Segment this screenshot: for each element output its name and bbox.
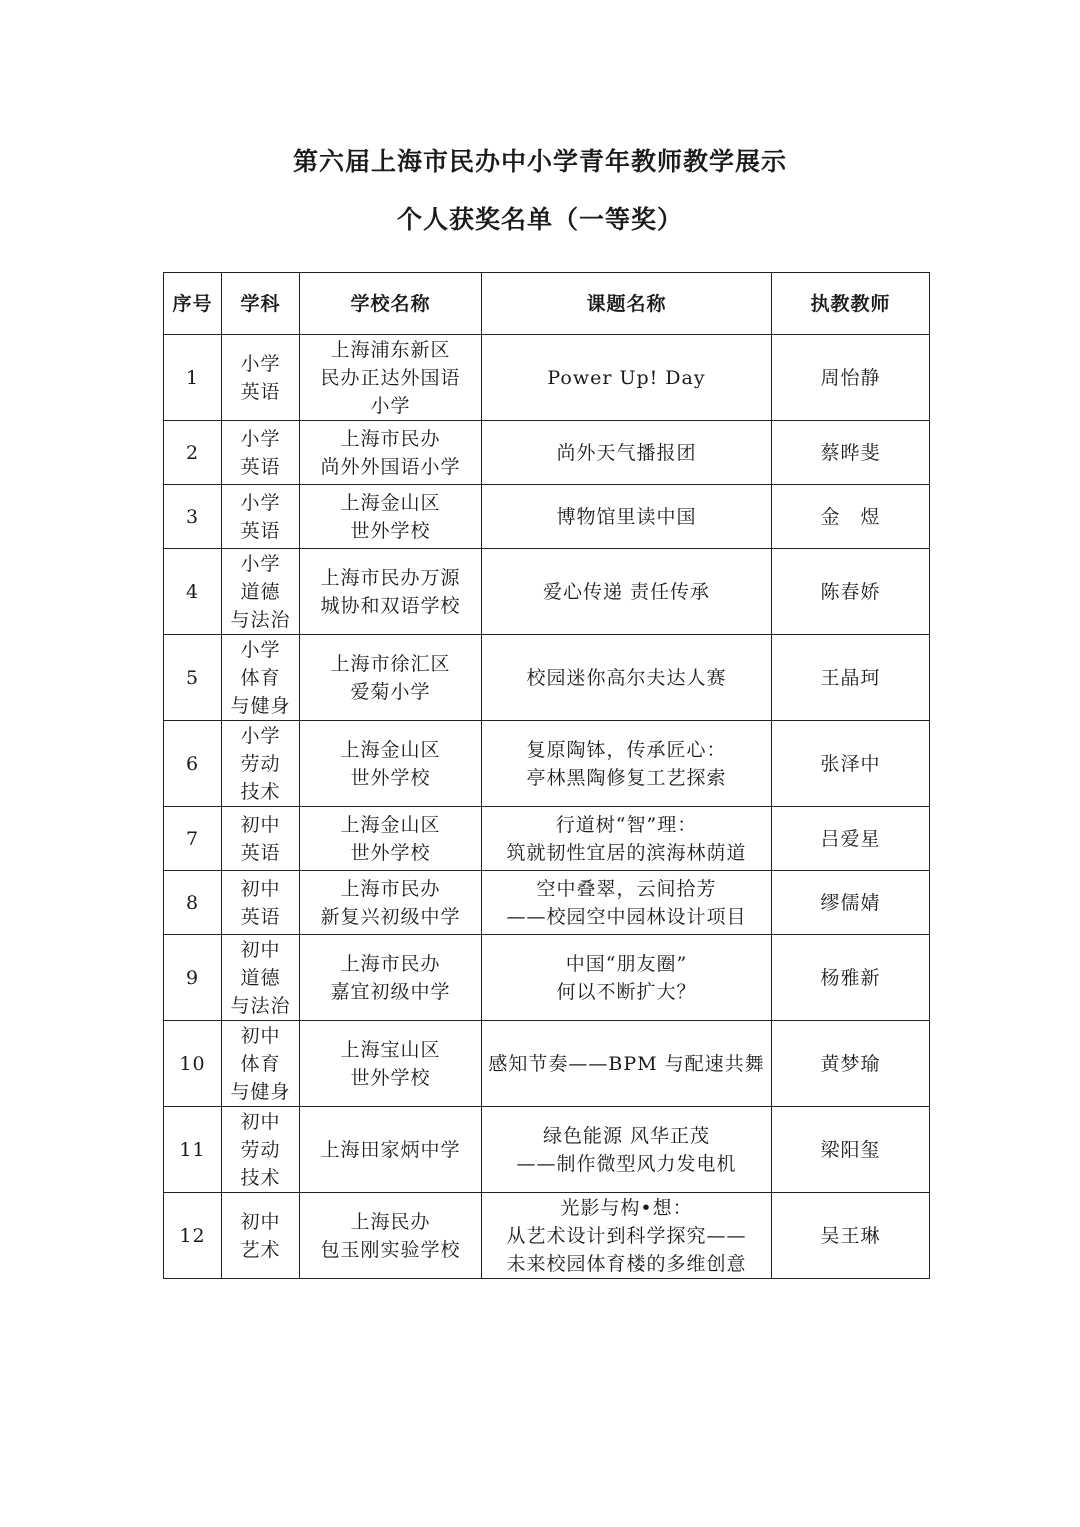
cell-school-line: 世外学校 — [350, 766, 431, 789]
cell-teacher: 陈春娇 — [772, 549, 930, 635]
cell-subject — [222, 1193, 300, 1279]
cell-topic-line: 感知节奏——BPM 与配速共舞 — [488, 1052, 765, 1075]
cell-no: 4 — [164, 549, 222, 635]
cell-subject-line: 初中 — [240, 1024, 281, 1047]
cell-topic — [482, 721, 772, 807]
cell-topic — [482, 1021, 772, 1107]
cell-school-line: 嘉宜初级中学 — [330, 980, 451, 1003]
cell-teacher: 周怡静 — [772, 335, 930, 421]
cell-teacher: 杨雅新 — [772, 935, 930, 1021]
cell-teacher: 黄梦瑜 — [772, 1021, 930, 1107]
cell-subject — [222, 635, 300, 721]
cell-subject-line: 初中 — [240, 938, 281, 961]
cell-school-line: 爱菊小学 — [350, 680, 431, 703]
cell-subject-line: 小学 — [240, 638, 281, 661]
table-row — [164, 807, 930, 871]
table-row — [164, 635, 930, 721]
cell-topic-line: 亭林黑陶修复工艺探索 — [526, 766, 727, 789]
cell-topic-line: 尚外天气播报团 — [556, 441, 697, 464]
table-row — [164, 421, 930, 485]
cell-subject-line: 与法治 — [230, 608, 291, 631]
cell-topic-line: 中国“朋友圈” — [565, 952, 688, 975]
cell-subject-line: 英语 — [240, 455, 281, 478]
cell-school-line: 上海市民办 — [340, 877, 441, 900]
cell-subject-line: 小学 — [240, 724, 281, 747]
cell-topic — [482, 421, 772, 485]
table-row — [164, 871, 930, 935]
cell-topic — [482, 935, 772, 1021]
cell-topic-line: 光影与构•想： — [560, 1196, 693, 1219]
cell-no: 6 — [164, 721, 222, 807]
cell-teacher: 金 煜 — [772, 485, 930, 549]
cell-subject-line: 技术 — [240, 780, 281, 803]
cell-school-line: 城协和双语学校 — [320, 594, 461, 617]
cell-topic — [482, 871, 772, 935]
cell-teacher: 吕爱星 — [772, 807, 930, 871]
cell-subject — [222, 1021, 300, 1107]
cell-subject-line: 与健身 — [230, 1080, 291, 1103]
cell-subject-line: 小学 — [240, 552, 281, 575]
cell-school-line: 上海市民办 — [340, 427, 441, 450]
cell-subject-line: 初中 — [240, 1110, 281, 1133]
cell-school — [300, 335, 482, 421]
cell-subject-line: 劳动 — [240, 752, 281, 775]
cell-school-line: 上海金山区 — [340, 491, 441, 514]
cell-school-line: 上海宝山区 — [340, 1038, 441, 1061]
cell-school — [300, 421, 482, 485]
cell-school — [300, 935, 482, 1021]
cell-subject — [222, 421, 300, 485]
cell-topic-line: Power Up! Day — [547, 366, 706, 389]
cell-teacher: 缪儒婧 — [772, 871, 930, 935]
table-row — [164, 935, 930, 1021]
cell-school — [300, 721, 482, 807]
cell-school — [300, 1107, 482, 1193]
cell-subject-line: 英语 — [240, 905, 281, 928]
table-row — [164, 485, 930, 549]
cell-topic-line: 未来校园体育楼的多维创意 — [506, 1252, 747, 1275]
cell-subject-line: 初中 — [240, 877, 281, 900]
header-teacher: 执教教师 — [772, 273, 930, 335]
cell-topic-line: 博物馆里读中国 — [556, 505, 697, 528]
cell-subject — [222, 871, 300, 935]
cell-subject — [222, 1107, 300, 1193]
table-row — [164, 1107, 930, 1193]
header-topic: 课题名称 — [482, 273, 772, 335]
cell-subject-line: 技术 — [240, 1166, 281, 1189]
cell-subject-line: 英语 — [240, 519, 281, 542]
table-row — [164, 335, 930, 421]
cell-no: 1 — [164, 335, 222, 421]
cell-subject-line: 体育 — [240, 1052, 281, 1075]
cell-teacher: 王晶珂 — [772, 635, 930, 721]
cell-subject-line: 英语 — [240, 380, 281, 403]
cell-subject — [222, 335, 300, 421]
cell-topic-line: 空中叠翠，云间拾芳 — [536, 877, 717, 900]
cell-topic — [482, 335, 772, 421]
cell-topic — [482, 807, 772, 871]
table-row — [164, 549, 930, 635]
cell-school-line: 世外学校 — [350, 519, 431, 542]
cell-school — [300, 807, 482, 871]
cell-subject-line: 道德 — [240, 966, 281, 989]
cell-subject-line: 小学 — [240, 491, 281, 514]
cell-teacher: 蔡晔斐 — [772, 421, 930, 485]
cell-school-line: 世外学校 — [350, 841, 431, 864]
cell-no: 9 — [164, 935, 222, 1021]
cell-topic-line: 何以不断扩大？ — [556, 980, 697, 1003]
cell-subject-line: 小学 — [240, 352, 281, 375]
cell-no: 10 — [164, 1021, 222, 1107]
cell-subject-line: 小学 — [240, 427, 281, 450]
cell-subject-line: 艺术 — [240, 1238, 281, 1261]
cell-topic — [482, 1107, 772, 1193]
cell-topic — [482, 635, 772, 721]
awards-table — [163, 272, 930, 1279]
cell-school — [300, 871, 482, 935]
cell-topic-line: 从艺术设计到科学探究—— — [506, 1224, 747, 1247]
cell-subject-line: 体育 — [240, 666, 281, 689]
cell-no: 2 — [164, 421, 222, 485]
cell-subject-line: 英语 — [240, 841, 281, 864]
cell-topic-line: 绿色能源 风华正茂 — [542, 1124, 711, 1147]
cell-teacher: 梁阳玺 — [772, 1107, 930, 1193]
cell-school-line: 上海市民办万源 — [320, 566, 461, 589]
cell-school-line: 上海浦东新区 — [330, 338, 451, 361]
cell-topic — [482, 549, 772, 635]
cell-subject-line: 与法治 — [230, 994, 291, 1017]
cell-topic-line: 爱心传递 责任传承 — [542, 580, 711, 603]
cell-subject — [222, 549, 300, 635]
cell-subject-line: 初中 — [240, 813, 281, 836]
cell-topic-line: ——制作微型风力发电机 — [516, 1152, 737, 1175]
header-subject: 学科 — [222, 273, 300, 335]
cell-teacher: 吴王琳 — [772, 1193, 930, 1279]
cell-topic — [482, 485, 772, 549]
table-body — [164, 335, 930, 1279]
table-row — [164, 1021, 930, 1107]
table-row — [164, 1193, 930, 1279]
cell-subject — [222, 935, 300, 1021]
cell-no: 3 — [164, 485, 222, 549]
cell-topic-line: 复原陶钵，传承匠心： — [526, 738, 727, 761]
cell-school — [300, 549, 482, 635]
cell-subject-line: 与健身 — [230, 694, 291, 717]
cell-school-line: 上海金山区 — [340, 813, 441, 836]
cell-school-line: 上海市徐汇区 — [330, 652, 451, 675]
table-header-row — [164, 273, 930, 335]
cell-no: 8 — [164, 871, 222, 935]
cell-topic-line: 校园迷你高尔夫达人赛 — [526, 666, 727, 689]
cell-school-line: 上海金山区 — [340, 738, 441, 761]
cell-topic-line: 行道树“智”理： — [555, 813, 698, 836]
cell-subject-line: 劳动 — [240, 1138, 281, 1161]
cell-school-line: 民办正达外国语 — [320, 366, 461, 389]
cell-no: 11 — [164, 1107, 222, 1193]
cell-subject — [222, 807, 300, 871]
cell-school-line: 上海田家炳中学 — [320, 1138, 461, 1161]
header-school: 学校名称 — [300, 273, 482, 335]
cell-school-line: 世外学校 — [350, 1066, 431, 1089]
cell-school-line: 小学 — [370, 394, 411, 417]
cell-subject-line: 道德 — [240, 580, 281, 603]
cell-school-line: 上海民办 — [350, 1210, 431, 1233]
cell-school-line: 包玉刚实验学校 — [320, 1238, 461, 1261]
page-title: 第六届上海市民办中小学青年教师教学展示 — [292, 147, 787, 176]
cell-subject — [222, 485, 300, 549]
cell-school — [300, 485, 482, 549]
cell-topic-line: 筑就韧性宜居的滨海林荫道 — [506, 841, 747, 864]
cell-no: 5 — [164, 635, 222, 721]
cell-teacher: 张泽中 — [772, 721, 930, 807]
cell-topic — [482, 1193, 772, 1279]
table-row — [164, 721, 930, 807]
cell-school-line: 尚外外国语小学 — [320, 455, 461, 478]
cell-subject — [222, 721, 300, 807]
cell-school-line: 新复兴初级中学 — [320, 905, 461, 928]
page-subtitle: 个人获奖名单（一等奖） — [396, 205, 683, 234]
cell-school-line: 上海市民办 — [340, 952, 441, 975]
cell-school — [300, 635, 482, 721]
cell-subject-line: 初中 — [240, 1210, 281, 1233]
cell-school — [300, 1193, 482, 1279]
cell-school — [300, 1021, 482, 1107]
cell-no: 7 — [164, 807, 222, 871]
header-no: 序号 — [164, 273, 222, 335]
cell-no: 12 — [164, 1193, 222, 1279]
cell-topic-line: ——校园空中园林设计项目 — [506, 905, 747, 928]
